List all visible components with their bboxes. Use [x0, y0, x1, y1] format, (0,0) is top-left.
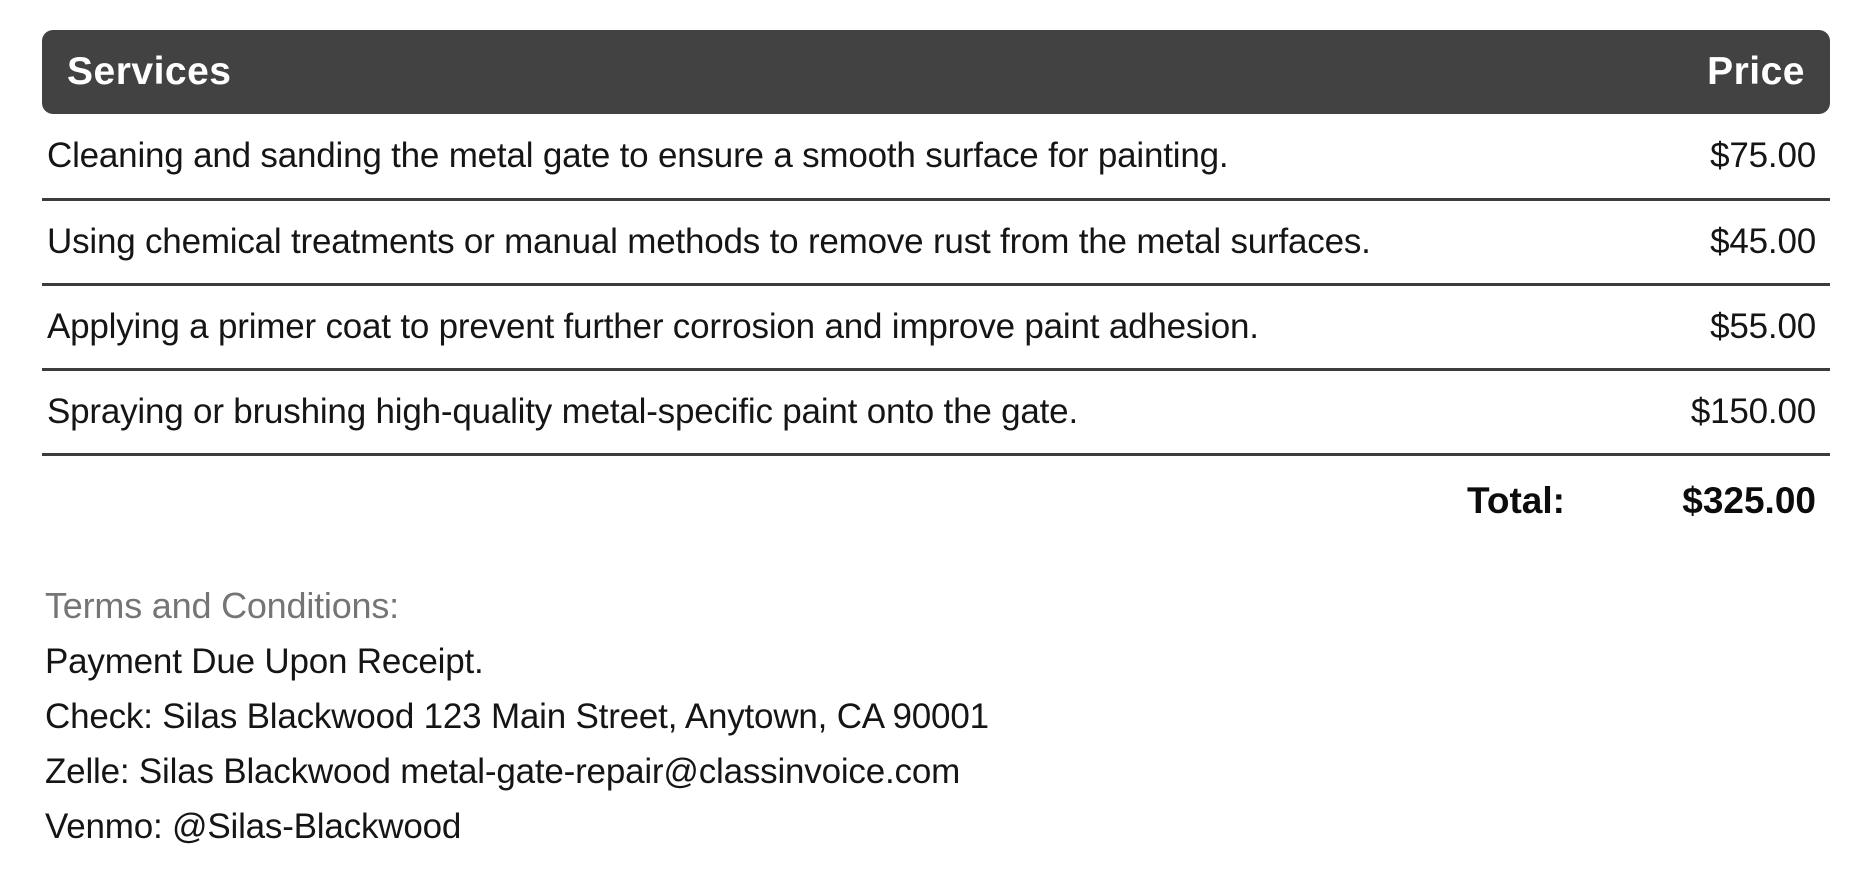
- services-table-footer: [42, 454, 1830, 546]
- service-description: Using chemical treatments or manual methods to remove rust from the metal surfaces.: [42, 199, 1565, 284]
- service-price: $45.00: [1565, 199, 1830, 284]
- total-label: Total:: [1467, 479, 1565, 521]
- service-description: Spraying or brushing high-quality metal-specific paint onto the gate.: [42, 369, 1565, 454]
- total-value: $325.00: [1682, 479, 1816, 521]
- terms-line: Zelle: Silas Blackwood metal-gate-repair@classinvoice.com: [45, 752, 961, 791]
- service-price: $55.00: [1565, 284, 1830, 369]
- table-row: [42, 114, 1830, 199]
- terms-lines: [45, 634, 1830, 854]
- services-table-header: [42, 30, 1830, 114]
- terms-line: Check: Silas Blackwood 123 Main Street, Anytown, CA 90001: [45, 697, 989, 736]
- terms-section: [42, 578, 1830, 854]
- terms-heading: Terms and Conditions:: [45, 585, 399, 626]
- terms-line: Venmo: @Silas-Blackwood: [45, 807, 462, 846]
- table-row: [42, 284, 1830, 369]
- service-price: $75.00: [1565, 114, 1830, 199]
- price-column-header: Price: [1565, 30, 1830, 114]
- services-table: [42, 30, 1830, 546]
- header-row: [42, 30, 1830, 114]
- table-row: [42, 369, 1830, 454]
- services-table-body: [42, 114, 1830, 454]
- table-row: [42, 199, 1830, 284]
- terms-line: Payment Due Upon Receipt.: [45, 642, 484, 681]
- services-column-header: Services: [42, 30, 1565, 114]
- service-description: Applying a primer coat to prevent further corrosion and improve paint adhesion.: [42, 284, 1565, 369]
- total-row: [42, 454, 1830, 546]
- service-description: Cleaning and sanding the metal gate to ensure a smooth surface for painting.: [42, 114, 1565, 199]
- service-price: $150.00: [1565, 369, 1830, 454]
